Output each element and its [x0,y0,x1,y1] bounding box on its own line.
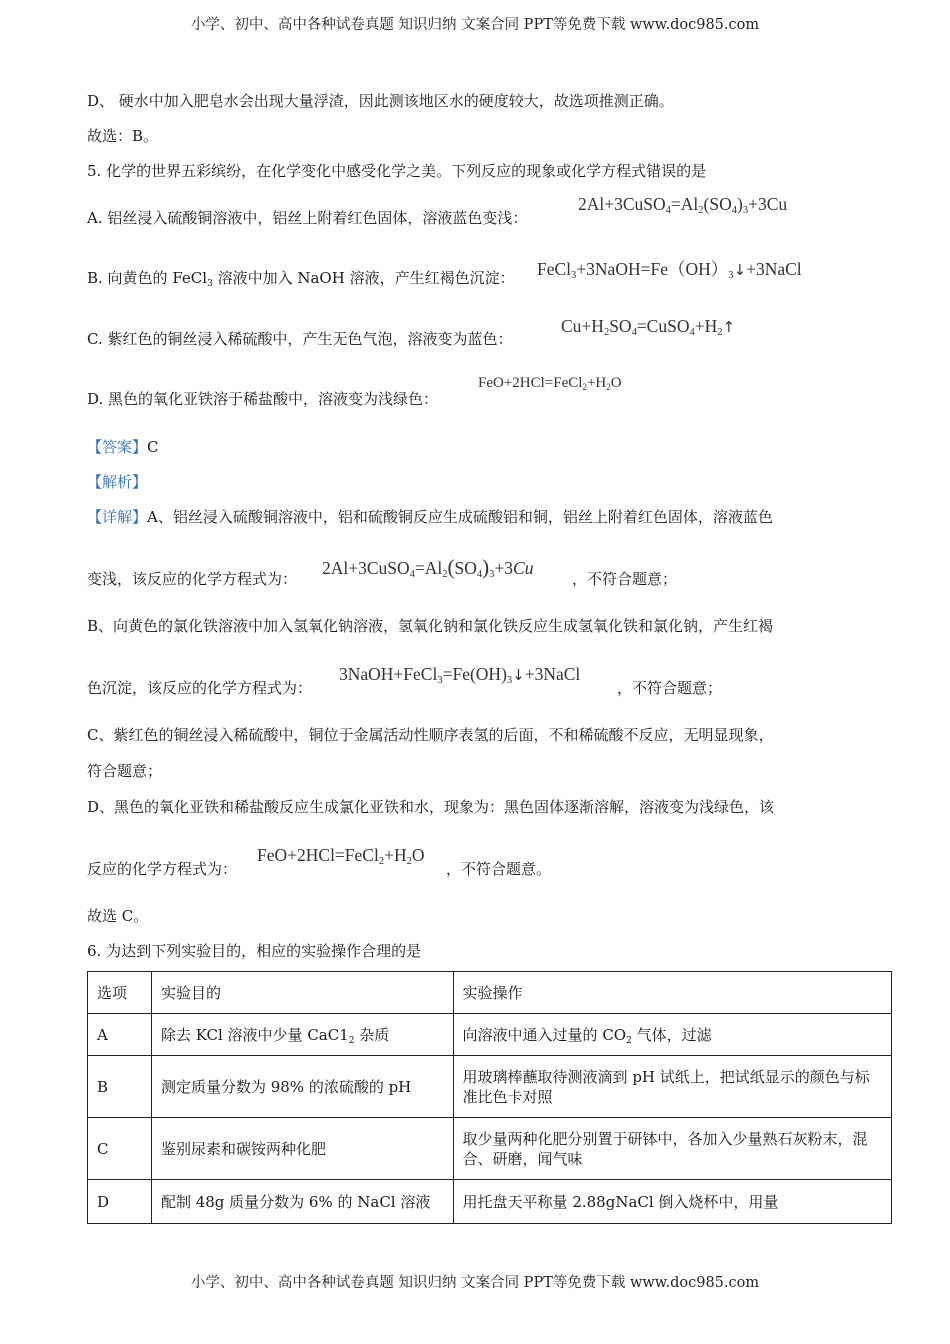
row-goal: 鉴别尿素和碳铵两种化肥 [151,1118,453,1180]
q5-detail-a-equation: $2Al+3CuSO_4=Al_2(SO_4)_3+3Cu$ [322,555,534,580]
q5-option-a-equation: $2Al+3CuSO_4=Al_2(SO_4)_3+3Cu$ [578,194,788,216]
col-option: 选项 [88,972,152,1014]
q5-detail-b-line2: 色沉淀，该反应的化学方程式为： [87,679,313,697]
row-option: C [88,1118,152,1180]
q5-option-a: A. 铝丝浸入硫酸铜溶液中，铝丝上附着红色固体，溶液蓝色变浅： [87,209,528,227]
q5-conclusion: 故选 C。 [87,907,149,925]
prev-option-d-explanation: D、 硬水中加入肥皂水会出现大量浮渣，因此测该地区水的硬度较大，故选项推测正确。 [87,92,674,110]
row-goal: 配制 48g 质量分数为 6% 的 NaCl 溶液 [151,1180,453,1224]
q5-option-c: C. 紫红色的铜丝浸入稀硫酸中，产生无色气泡，溶液变为蓝色： [87,330,513,348]
q5-detail-b-line1: B、向黄色的氯化铁溶液中加入氢氧化钠溶液，氢氧化钠和氯化铁反应生成氢氧化铁和氯化钠，产生红褐 [87,617,774,635]
table-row [88,1180,892,1224]
q5-option-b-equation: $FeCl_3+3NaOH=Fe(OH)_3↓+3NaCl$ [537,259,802,281]
table-row [88,1056,892,1118]
prev-conclusion: 故选：B。 [87,127,159,145]
q5-detail-d-tail: ，不符合题意。 [446,860,552,878]
row-goal: 测定质量分数为 98% 的浓硫酸的 pH [151,1056,453,1118]
q5-detail-d-line1: D、黑色的氧化亚铁和稀盐酸反应生成氯化亚铁和水，现象为：黑色固体逐渐溶解，溶液变为浅绿色，该 [87,798,775,816]
q5-detail-d-equation: $FeO+2HCl=FeCl_2+H_2O$ [257,845,425,867]
page-footer: 小学、初中、高中各种试卷真题 知识归纳 文案合同 PPT等免费下载 www.doc985.com [190,1275,760,1291]
q5-detail-a-tail: ，不符合题意； [572,570,678,588]
table-header-row [88,972,892,1014]
col-operation: 实验操作 [453,972,891,1014]
q5-detail-a-line2: 变浅，该反应的化学方程式为： [87,570,298,588]
row-option: D [88,1180,152,1224]
row-option: A [88,1014,152,1056]
q5-option-c-equation: $Cu+H_2SO_4=CuSO_4+H_2↑$ [561,316,736,338]
row-goal: 除去 KCl 溶液中少量 $CaC1_2$ 杂质 [151,1014,453,1056]
col-goal: 实验目的 [151,972,453,1014]
row-operation: 用玻璃棒蘸取待测液滴到 pH 试纸上，把试纸显示的颜色与标准比色卡对照 [453,1056,891,1118]
q6-options-table [87,971,892,1224]
q5-detail-b-tail: ，不符合题意； [617,679,723,697]
row-operation: 向溶液中通入过量的 $CO_2$ 气体，过滤 [453,1014,891,1056]
table-row [88,1118,892,1180]
q5-analysis-tag: 【解析】 [87,473,148,491]
q6-stem: 6. 为达到下列实验目的，相应的实验操作合理的是 [87,942,422,960]
q5-stem: 5. 化学的世界五彩缤纷，在化学变化中感受化学之美。下列反应的现象或化学方程式错误的是 [87,162,707,180]
q5-answer: 【答案】C [87,438,159,456]
q5-detail-a-line1: 【详解】A、铝丝浸入硫酸铜溶液中，铝和硫酸铜反应生成硫酸铝和铜，铝丝上附着红色固体，溶液蓝色 [87,508,773,526]
table-row [88,1014,892,1056]
q5-detail-b-equation: $3NaOH+FeCl_3=Fe(OH)_3↓+3NaCl$ [339,664,581,686]
q5-option-b: B. 向黄色的 FeCl$_3$ 溶液中加入 NaOH 溶液，产生红褐色沉淀： [87,269,515,289]
page-header: 小学、初中、高中各种试卷真题 知识归纳 文案合同 PPT等免费下载 www.doc985.com [190,17,760,33]
q5-detail-c-line1: C、紫红色的铜丝浸入稀硫酸中，铜位于金属活动性顺序表氢的后面，不和稀硫酸不反应，无明显现象， [87,726,774,744]
row-operation: 用托盘天平称量 2.88gNaCl 倒入烧杯中，用量 [453,1180,891,1224]
row-operation: 取少量两种化肥分别置于研钵中，各加入少量熟石灰粉末，混合、研磨，闻气味 [453,1118,891,1180]
q5-detail-c-line2: 符合题意； [87,762,163,780]
row-option: B [88,1056,152,1118]
q5-option-d: D. 黑色的氧化亚铁溶于稀盐酸中，溶液变为浅绿色： [87,390,439,408]
q5-detail-d-line2: 反应的化学方程式为： [87,860,238,878]
q5-option-d-equation: $FeO+2HCl=FeCl_2+H_2O$ [478,375,622,392]
